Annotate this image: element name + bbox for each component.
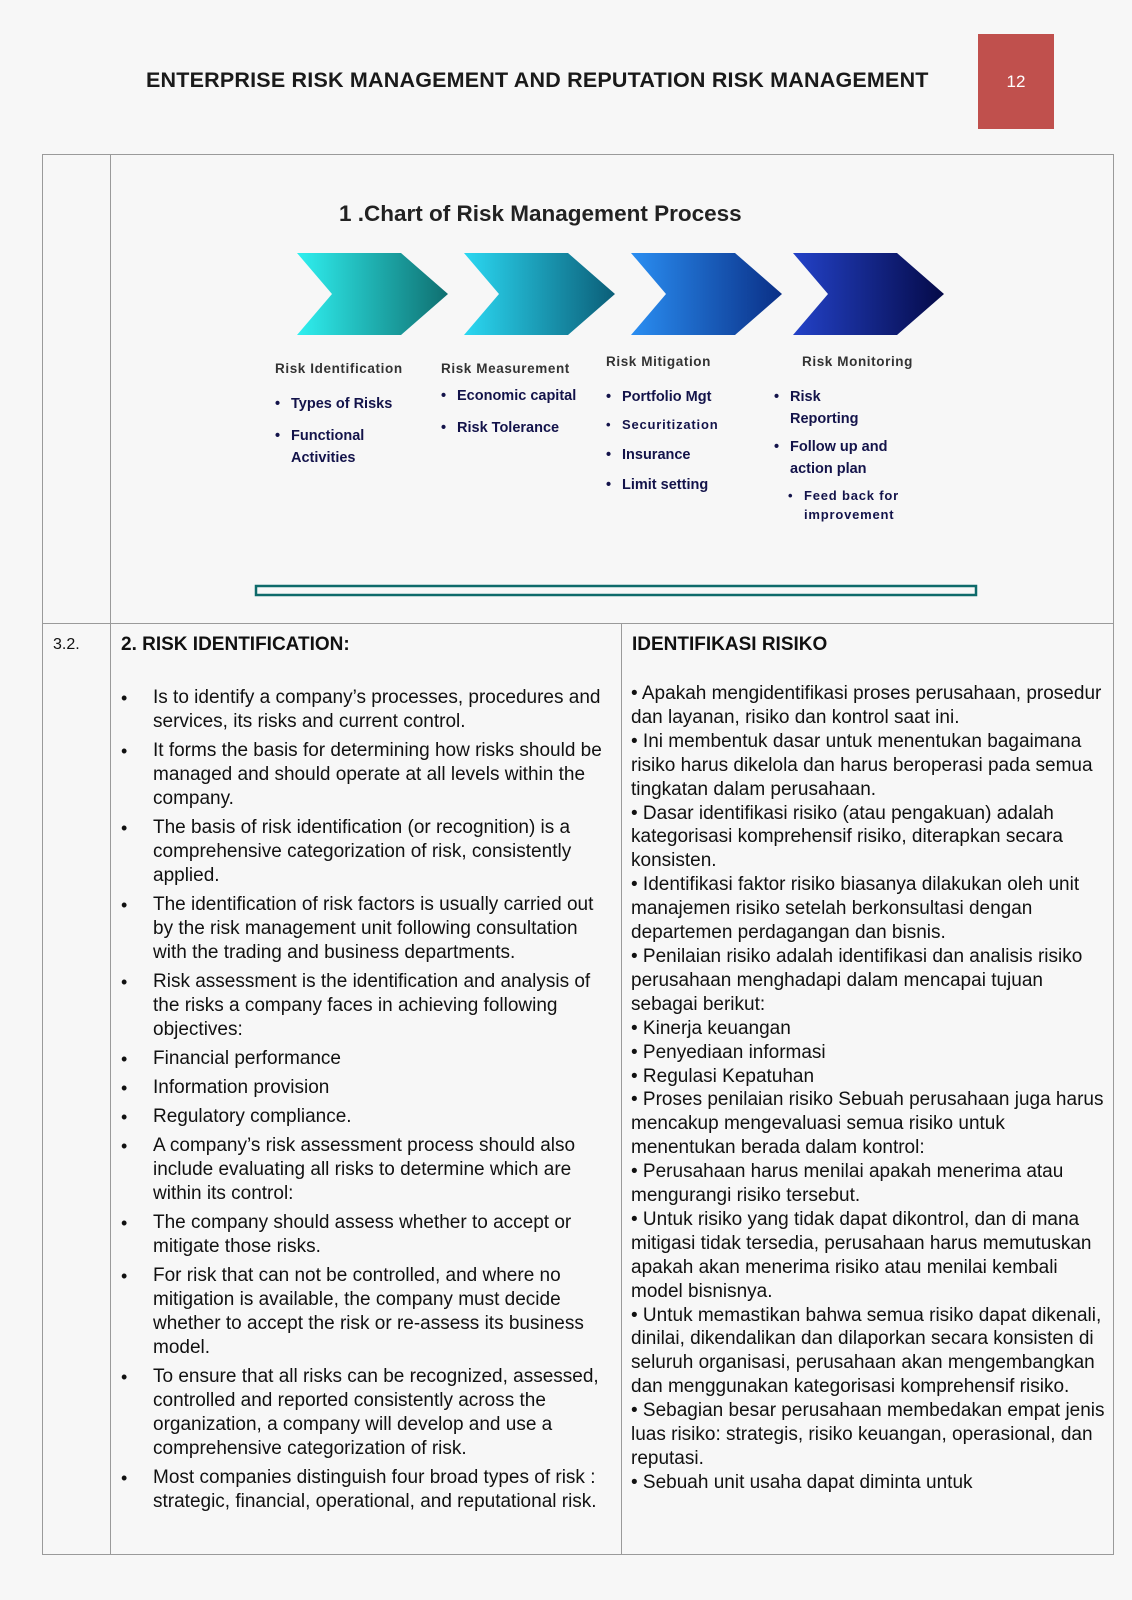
list-item: • For risk that can not be controlled, and where no mitigation is available, the company must decide whether to accept the risk or re-assess its business model. xyxy=(151,1264,613,1360)
indonesian-heading: IDENTIFIKASI RISIKO xyxy=(632,634,828,655)
stage-title: Risk Measurement xyxy=(441,361,570,376)
chart-baseline-bar xyxy=(256,586,976,595)
number-cell-empty xyxy=(43,155,111,624)
chevron-arrow-identification xyxy=(297,253,448,335)
list-item: • Regulatory compliance. xyxy=(151,1105,613,1129)
list-item: • Penilaian risiko adalah identifikasi dan analisis risiko perusahaan menghadapi dalam mencapai tujuan sebagai berikut: xyxy=(631,945,1083,1015)
list-item: • The identification of risk factors is usually carried out by the risk management unit following consultation with the trading and business departments. xyxy=(151,893,613,965)
stage-risk-measurement xyxy=(441,359,591,439)
stage-item: • Types of Risks xyxy=(275,393,425,415)
process-chart xyxy=(111,155,1113,623)
list-item: • Penyediaan informasi xyxy=(631,1041,826,1063)
list-item: • Ini membentuk dasar untuk menentukan bagaimana risiko harus dikelola dan harus beroperasi pada semua tingkatan dalam perusahaan. xyxy=(631,730,1093,800)
chevron-arrow-monitoring xyxy=(793,253,944,335)
list-item: • Regulasi Kepatuhan xyxy=(631,1065,815,1087)
list-item: • Identifikasi faktor risiko biasanya dilakukan oleh unit manajemen risiko setelah berkonsultasi dengan departemen perdagangan dan bisnis. xyxy=(631,874,1080,944)
list-item: • To ensure that all risks can be recognized, assessed, controlled and reported consistently across the organization, a company will develop and use a comprehensive categorization of risk. xyxy=(151,1365,613,1461)
stage-item: • Securitization xyxy=(606,414,766,436)
chart-title: 1 .Chart of Risk Management Process xyxy=(339,201,742,226)
chevron-arrow-mitigation xyxy=(631,253,782,335)
list-item: • Information provision xyxy=(151,1076,613,1100)
list-item: • Proses penilaian risiko Sebuah perusahaan juga harus mencakup mengevaluasi semua risiko untuk menentukan berada dalam kontrol: xyxy=(631,1089,1104,1159)
stage-item: • Risk Tolerance xyxy=(441,417,591,439)
stage-item: • Economic capital xyxy=(441,385,591,407)
stage-item: • Risk Reporting xyxy=(774,386,880,430)
stage-item: • Portfolio Mgt xyxy=(606,386,722,408)
stage-item: • Feed back for improvement xyxy=(788,486,914,524)
list-item: • A company’s risk assessment process should also include evaluating all risks to determine which are within its control: xyxy=(151,1134,613,1206)
list-item: • Untuk risiko yang tidak dapat dikontrol, dan di mana mitigasi tidak tersedia, perusahaan harus memutuskan apakah akan menerima risiko atau menilai kembali model bisnisnya. xyxy=(631,1208,1092,1302)
list-item: • The company should assess whether to accept or mitigate those risks. xyxy=(151,1211,613,1259)
indonesian-bullet-list xyxy=(622,682,1113,1495)
stage-item: • Insurance xyxy=(606,444,766,466)
english-column xyxy=(111,624,622,1555)
list-item: • The basis of risk identification (or recognition) is a comprehensive categorization of risk, consistently applied. xyxy=(151,816,613,888)
list-item: • It forms the basis for determining how risks should be managed and should operate at all levels within the company. xyxy=(151,739,613,811)
stage-item: • Limit setting xyxy=(606,474,766,496)
list-item: • Is to identify a company’s processes, procedures and services, its risks and current control. xyxy=(151,686,613,734)
stage-item: • Follow up and action plan xyxy=(774,436,890,480)
stage-title: Risk Mitigation xyxy=(606,354,712,369)
page-number-badge: 12 xyxy=(978,34,1054,129)
english-bullet-list xyxy=(111,686,621,1514)
stage-title: Risk Monitoring xyxy=(802,354,913,369)
process-chart-cell xyxy=(111,155,1114,624)
list-item: • Apakah mengidentifikasi proses perusahaan, prosedur dan layanan, risiko dan kontrol saat ini. xyxy=(631,683,1102,728)
stage-risk-monitoring xyxy=(774,352,924,524)
list-item: • Sebagian besar perusahaan membedakan empat jenis luas risiko: strategis, risiko keuangan, operasional, dan reputasi. xyxy=(631,1400,1105,1469)
stage-item: • Functional Activities xyxy=(275,425,425,469)
document-header-title: ENTERPRISE RISK MANAGEMENT AND REPUTATION RISK MANAGEMENT xyxy=(146,68,929,92)
stage-risk-identification xyxy=(275,359,425,469)
list-item: • Perusahaan harus menilai apakah menerima atau mengurangi risiko tersebut. xyxy=(631,1161,1064,1207)
section-number: 3.2. xyxy=(43,624,111,1555)
indonesian-column xyxy=(622,624,1114,1555)
list-item: • Dasar identifikasi risiko (atau pengakuan) adalah kategorisasi komprehensif risiko, diterapkan secara konsisten. xyxy=(631,802,1063,872)
chevron-arrow-measurement xyxy=(464,253,615,335)
list-item: • Financial performance xyxy=(151,1047,613,1071)
list-item: • Kinerja keuangan xyxy=(631,1017,791,1039)
list-item: • Risk assessment is the identification and analysis of the risks a company faces in achieving following objectives: xyxy=(151,970,613,1042)
stage-risk-mitigation xyxy=(606,352,766,496)
list-item: • Untuk memastikan bahwa semua risiko dapat dikenali, dinilai, dikendalikan dan dilaporkan secara konsisten di seluruh organisasi, perusahaan akan mengembangkan dan menggunakan kategorisasi komprehensif risiko. xyxy=(631,1304,1102,1398)
english-heading: 2. RISK IDENTIFICATION: xyxy=(121,634,350,655)
list-item: • Sebuah unit usaha dapat diminta untuk xyxy=(631,1471,973,1493)
list-item: • Most companies distinguish four broad types of risk : strategic, financial, operational, and reputational risk. xyxy=(151,1466,613,1514)
stage-title: Risk Identification xyxy=(275,361,403,376)
content-table xyxy=(42,154,1114,1555)
